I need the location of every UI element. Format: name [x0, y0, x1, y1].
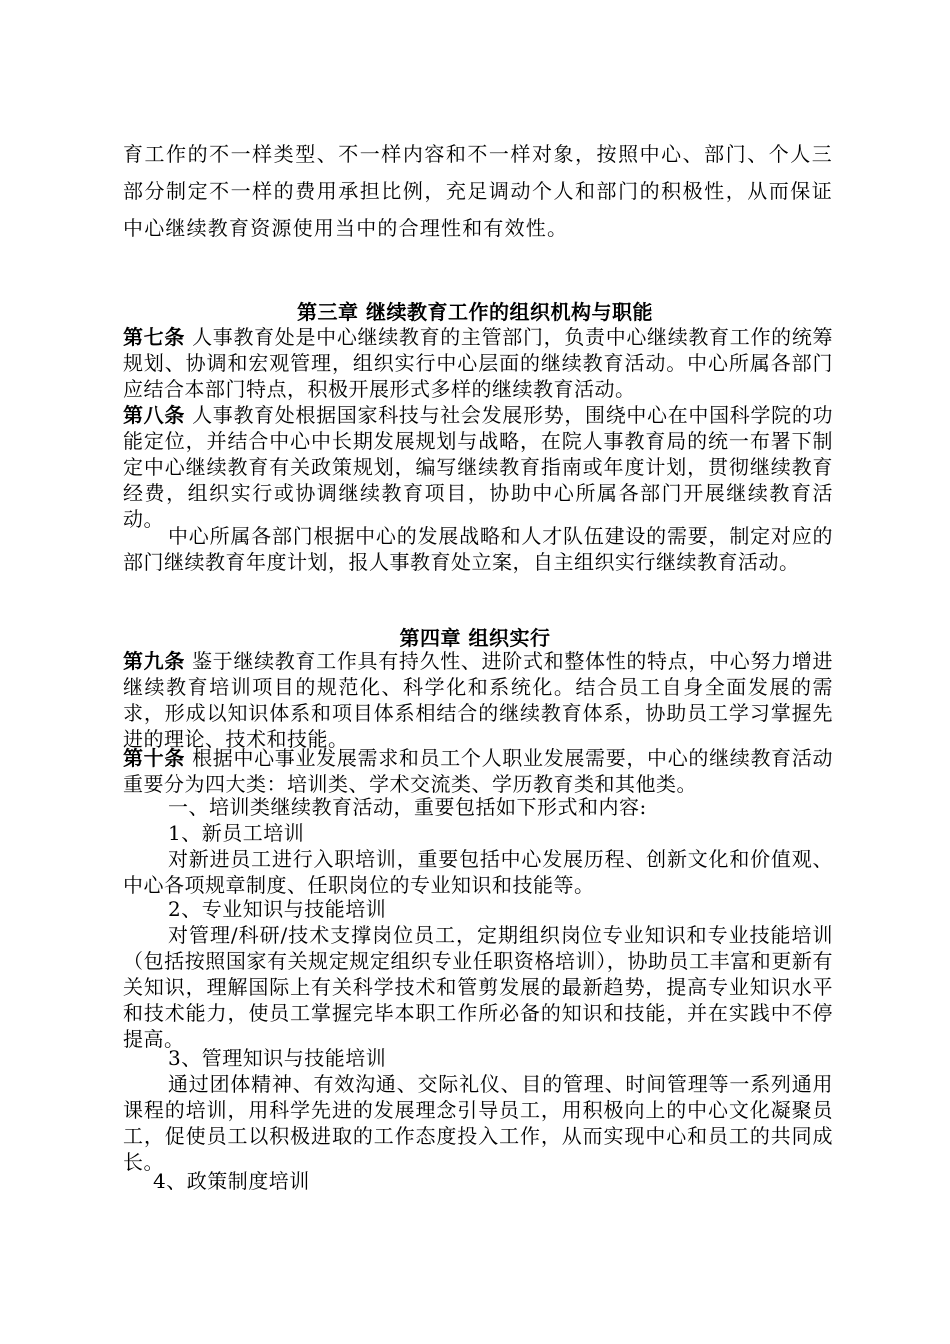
new-employee-training-text: 对新进员工进行入职培训，重要包括中心发展历程、创新文化和价值观、中心各项规章制度、任职岗位的专业知识和技能等。: [123, 847, 833, 897]
chapter-3-heading: 第三章 继续教育工作的组织机构与职能: [297, 300, 653, 324]
article-8-para-2: 中心所属各部门根据中心的发展战略和人才队伍建设的需要，制定对应的部门继续教育年度计划，报人事教育处立案，自主组织实行继续教育活动。: [123, 524, 833, 574]
article-7-text: 人事教育处是中心继续教育的主管部门，负责中心继续教育工作的统筹规划、协调和宏观管理，组织实行中心层面的继续教育活动。中心所属各部门应结合本部门特点，积极开展形式多样的继续教育活动。: [123, 325, 834, 401]
article-8-text: 人事教育处根据国家科技与社会发展形势，围绕中心在中国科学院的功能定位，并结合中心中长期发展规划与战略，在院人事教育局的统一布署下制定中心继续教育有关政策规划，编写继续教育指南或年度计划，贯彻继续教育经费，组织实行或协调继续教育项目，协助中心所属各部门开展继续教育活动。: [123, 403, 834, 531]
article-8: [123, 402, 833, 532]
professional-skill-training-text: 对管理/科研/技术支撑岗位员工，定期组织岗位专业知识和专业技能培训（包括按照国家有关规定规定组织专业任职资格培训），协助员工丰富和更新有关知识，理解国际上有关科学技术和管剪发展的最新趋势，提高专业知识水平和技术能力，使员工掌握完毕本职工作所必备的知识和技能，并在实践中不停提高。: [123, 923, 833, 1051]
article-10-text: 根据中心事业发展需求和员工个人职业发展需要，中心的继续教育活动重要分为四大类：培训类、学术交流类、学历教育类和其他类。: [123, 746, 834, 796]
article-9-label: 第九条: [123, 649, 186, 673]
article-10-label: 第十条: [123, 746, 186, 770]
heading-new-employee-training: 1、新员工培训: [168, 821, 305, 845]
intro-paragraph: [123, 136, 833, 247]
intro-text: 育工作的不一样类型、不一样内容和不一样对象，按照中心、部门、个人三部分制定不一样的费用承担比例，充足调动个人和部门的积极性，从而保证中心继续教育资源使用当中的合理性和有效性。: [123, 142, 833, 240]
article-7-label: 第七条: [123, 325, 186, 349]
heading-policy-training: 4、政策制度培训: [153, 1169, 310, 1193]
heading-management-skill-training: 3、管理知识与技能培训: [168, 1046, 387, 1070]
heading-professional-skill-training: 2、专业知识与技能培训: [168, 897, 387, 921]
article-9: [123, 648, 833, 752]
chapter-4-heading: 第四章 组织实行: [399, 626, 551, 650]
management-skill-training-text: 通过团体精神、有效沟通、交际礼仪、目的管理、时间管理等一系列通用课程的培训，用科学先进的发展理念引导员工，用积极向上的中心文化凝聚员工，促使员工以积极进取的工作态度投入工作，从而实现中心和员工的共同成长。: [123, 1072, 833, 1174]
article-8-label: 第八条: [123, 403, 186, 427]
article-7: [123, 324, 833, 402]
article-10: [123, 745, 833, 797]
training-activities-intro: 一、培训类继续教育活动，重要包括如下形式和内容:: [168, 795, 647, 819]
article-9-text: 鉴于继续教育工作具有持久性、进阶式和整体性的特点，中心努力增进继续教育培训项目的规范化、科学化和系统化。结合员工自身全面发展的需求，形成以知识体系和项目体系相结合的继续教育体系，协助员工学习掌握先进的理论、技术和技能。: [123, 649, 834, 751]
